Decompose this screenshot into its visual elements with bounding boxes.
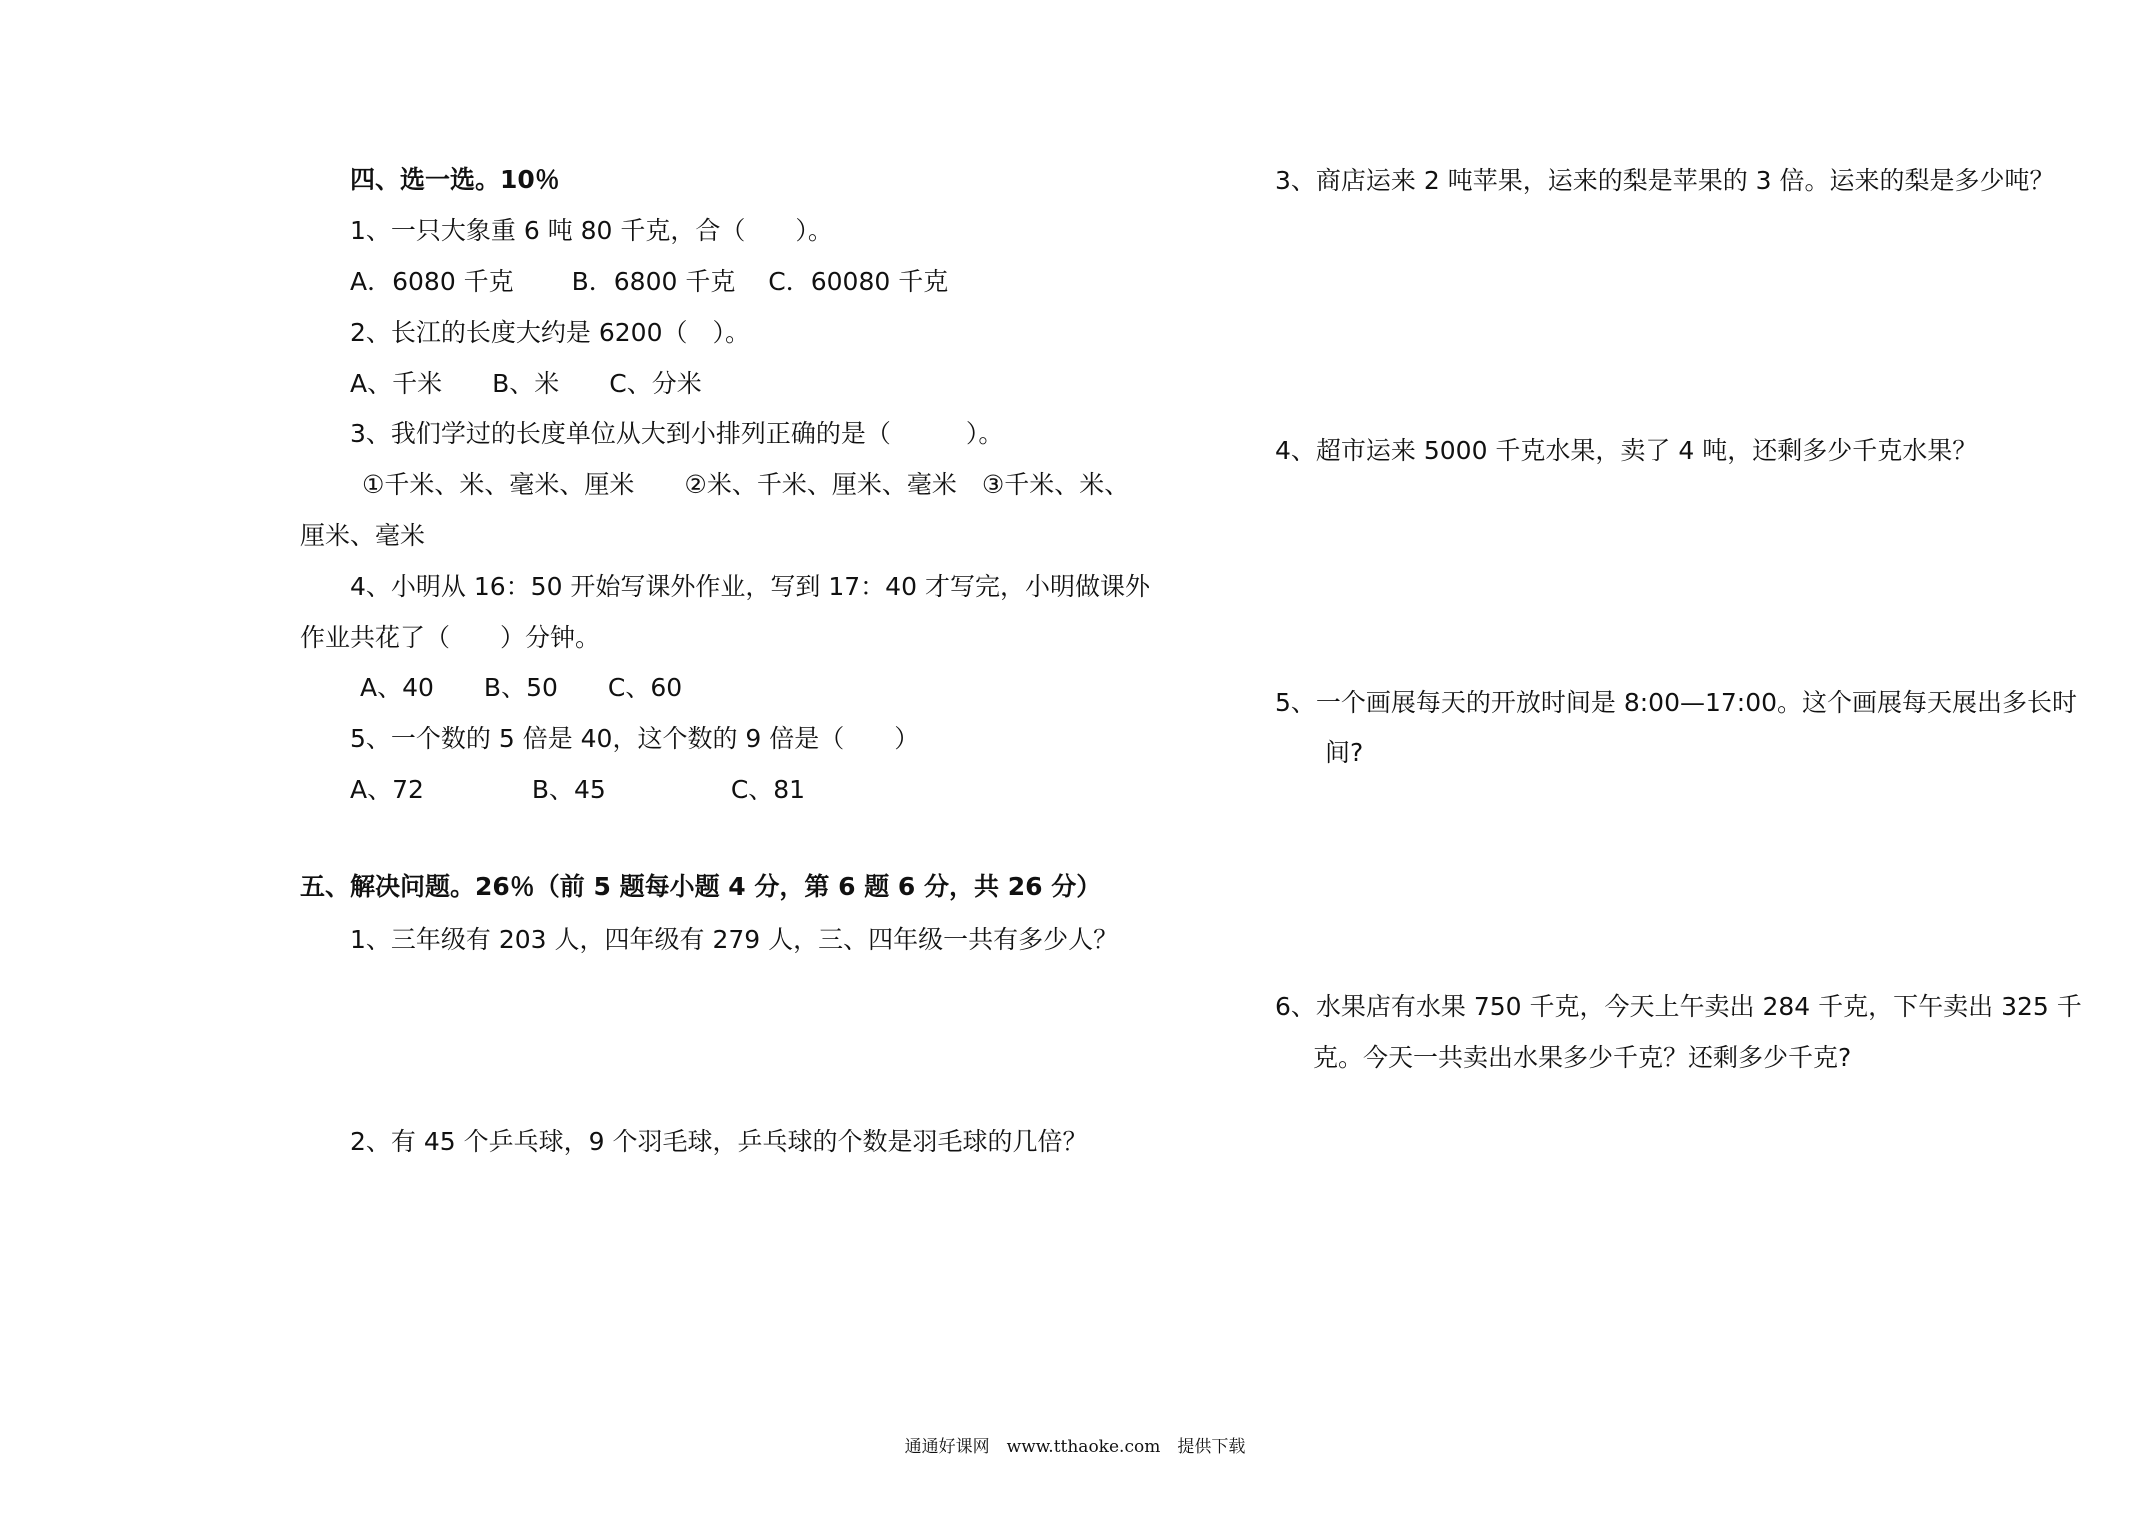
q3-options-line1: ①千米、米、毫米、厘米 ②米、千米、厘米、毫米 ③千米、米、: [362, 470, 1130, 499]
section5-title: 五、解决问题。26％（前 5 题每小题 4 分，第 6 题 6 分，共 26 分）: [300, 872, 1102, 901]
q2-options: A、千米 B、米 C、分米: [350, 369, 702, 398]
problem-1: 1、三年级有 203 人，四年级有 279 人，三、四年级一共有多少人？: [350, 925, 1119, 954]
problem-3: 3、商店运来 2 吨苹果，运来的梨是苹果的 3 倍。运来的梨是多少吨？: [1275, 166, 2055, 195]
q4-options: A、40 B、50 C、60: [360, 673, 683, 702]
q1-options: A．6080 千克 B．6800 千克 C．60080 千克: [350, 267, 949, 296]
q4-text-line2: 作业共花了（ ）分钟。: [300, 623, 601, 652]
q3-options-line2: 厘米、毫米: [300, 521, 426, 550]
q5-text: 5、一个数的 5 倍是 40，这个数的 9 倍是（ ）: [350, 724, 920, 753]
q3-text: 3、我们学过的长度单位从大到小排列正确的是（ ）。: [350, 419, 1004, 448]
problem-5-line2: 间?: [1325, 738, 1364, 767]
q1-text: 1、一只大象重 6 吨 80 千克，合（ ）。: [350, 216, 833, 245]
problem-6-line2: 克。今天一共卖出水果多少千克？还剩多少千克?: [1313, 1043, 1852, 1072]
section4-title: 四、选一选。10％: [350, 165, 560, 194]
problem-6-line1: 6、水果店有水果 750 千克，今天上午卖出 284 千克，下午卖出 325 千: [1275, 992, 2082, 1021]
q4-text-line1: 4、小明从 16：50 开始写课外作业，写到 17：40 才写完，小明做课外: [350, 572, 1150, 601]
footer-credit: 通通好课网 www.tthaoke.com 提供下载: [904, 1437, 1246, 1457]
problem-4: 4、超市运来 5000 千克水果，卖了 4 吨，还剩多少千克水果？: [1275, 436, 1978, 465]
problem-2: 2、有 45 个乒乓球，9 个羽毛球，乒乓球的个数是羽毛球的几倍？: [350, 1127, 1088, 1156]
problem-5-line1: 5、一个画展每天的开放时间是 8:00—17:00。这个画展每天展出多长时: [1275, 688, 2078, 717]
q2-text: 2、长江的长度大约是 6200（ ）。: [350, 318, 750, 347]
q5-options: A、72 B、45 C、81: [350, 775, 806, 804]
